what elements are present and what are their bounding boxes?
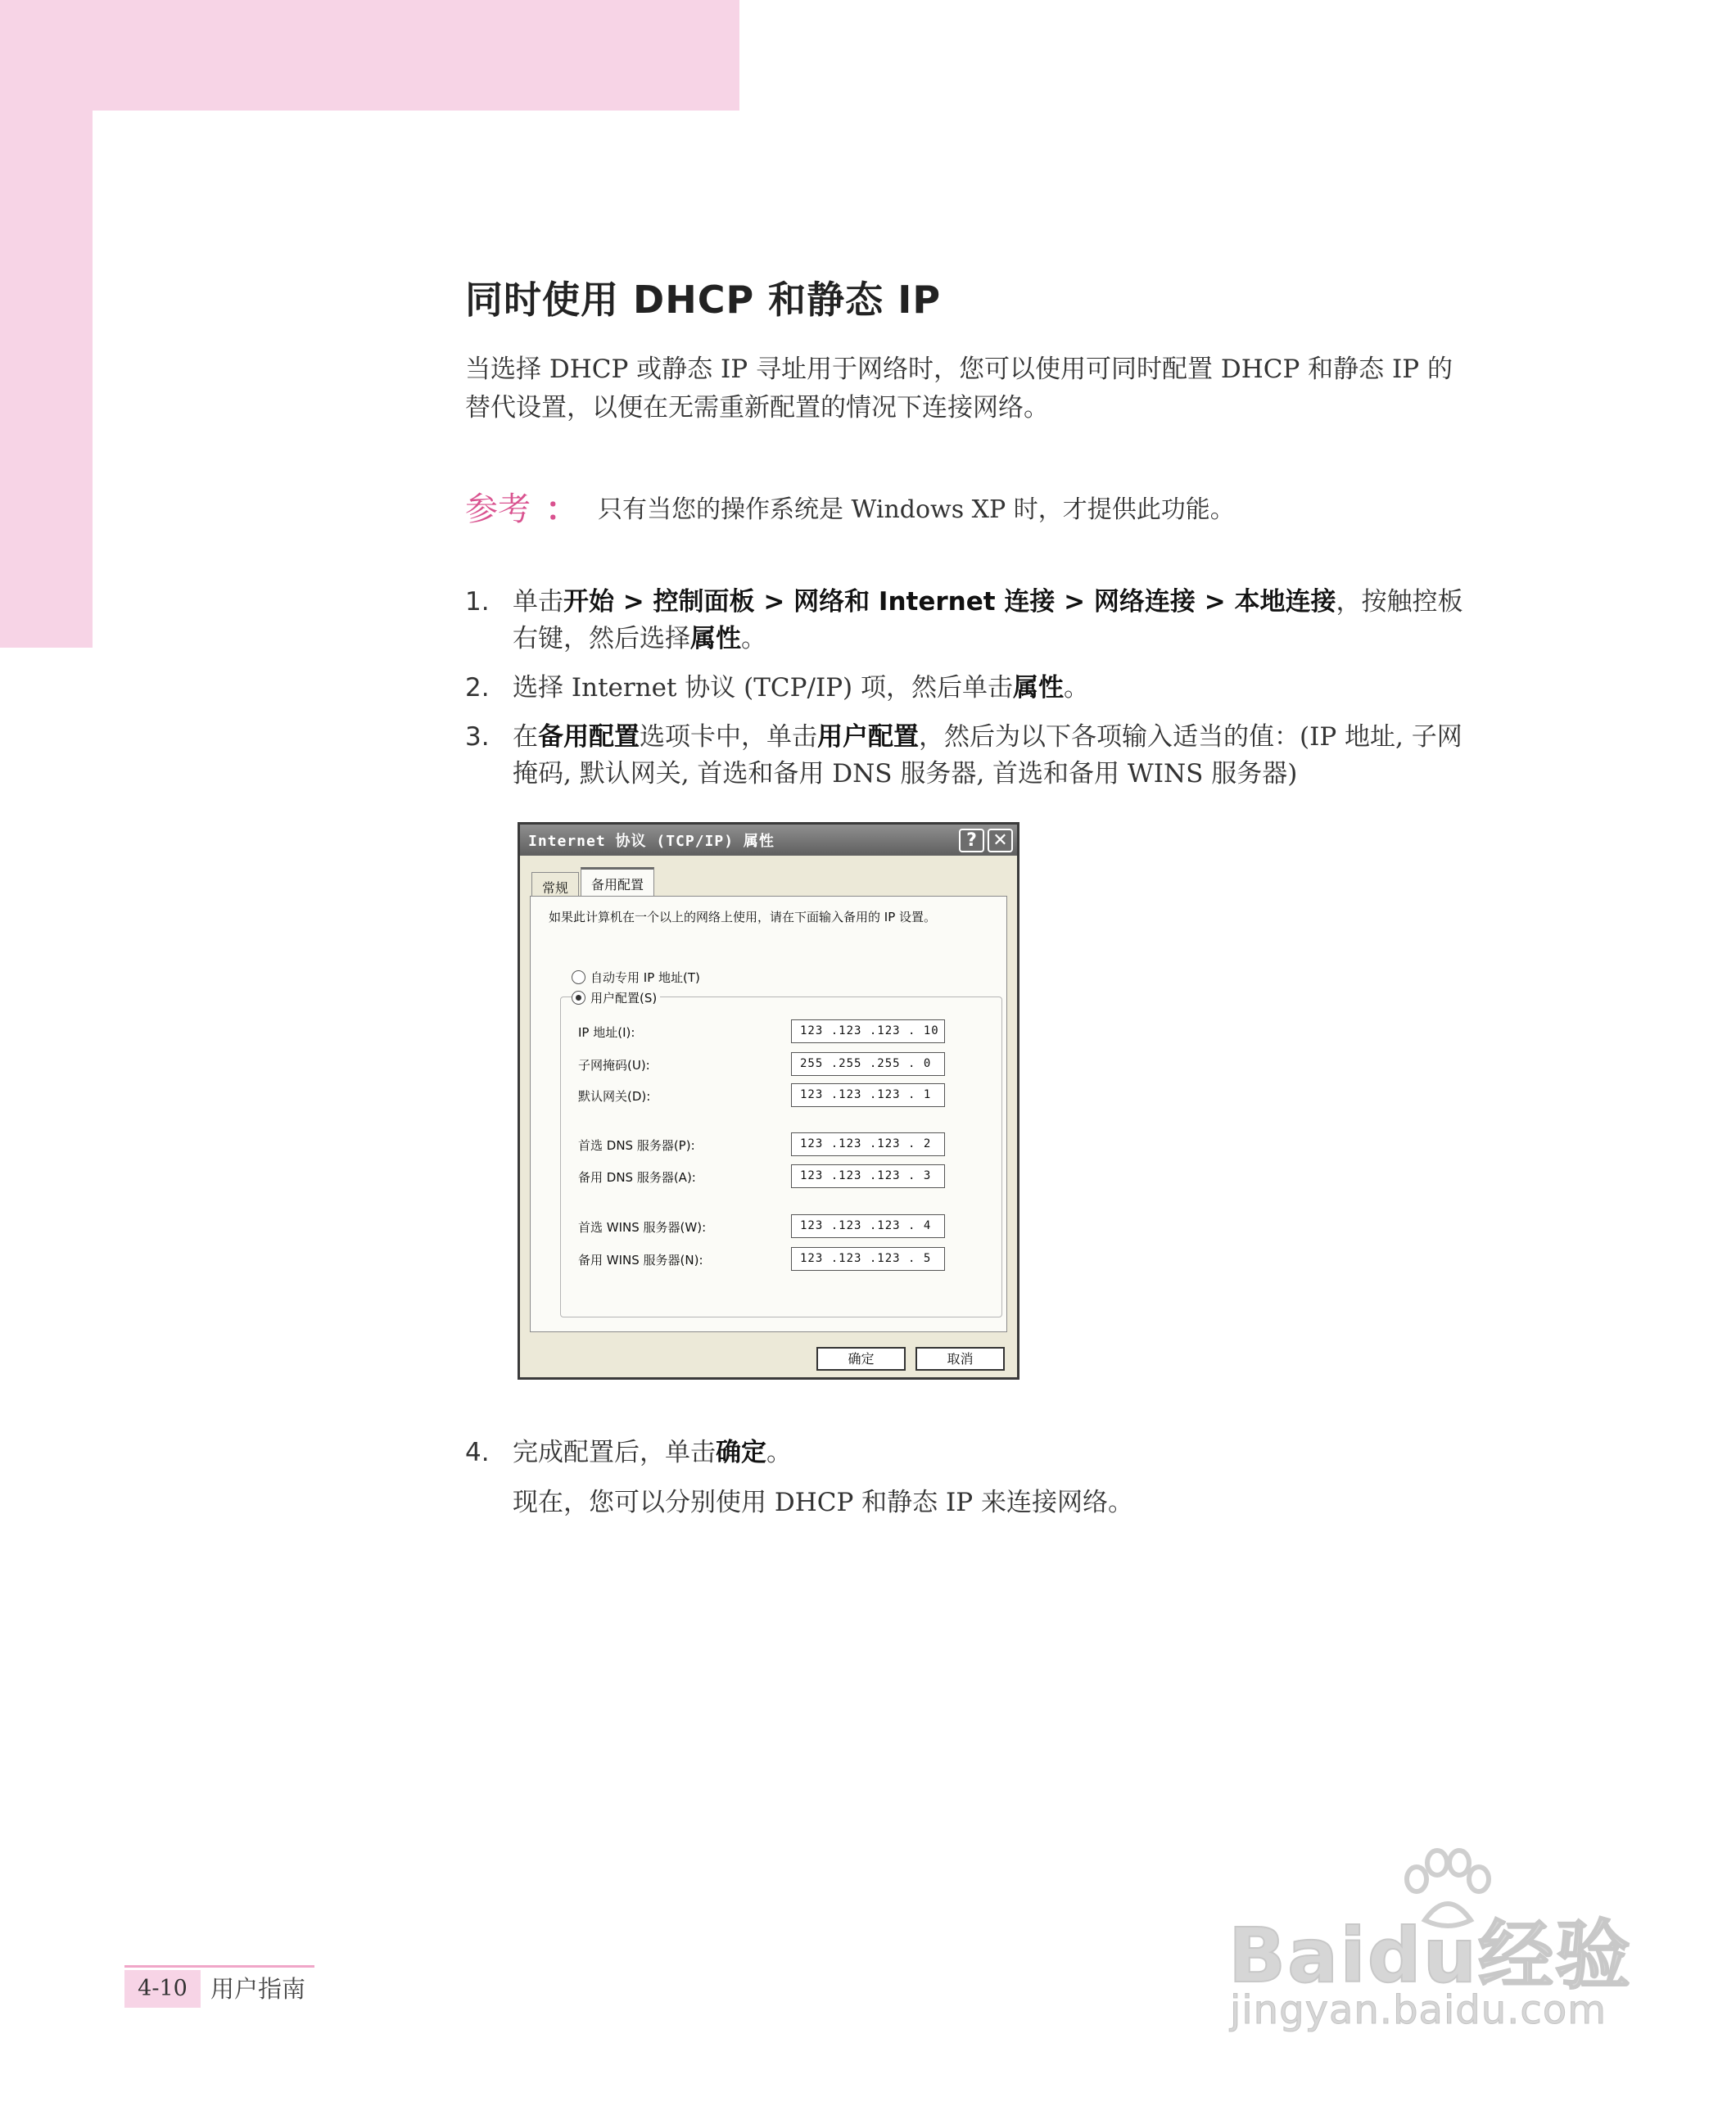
step-text: 。: [741, 624, 766, 653]
step-bold: 开始 > 控制面板 > 网络和 Internet 连接 > 网络连接 > 本地连接: [563, 587, 1336, 617]
preferred-dns-label: 首选 DNS 服务器(P):: [578, 1138, 695, 1153]
step-number: 3.: [465, 722, 490, 752]
step-text: 在: [513, 722, 538, 752]
alternate-dns-input[interactable]: 123 .123 .123 . 3: [791, 1164, 945, 1188]
alternate-wins-label: 备用 WINS 服务器(N):: [578, 1253, 703, 1268]
intro-paragraph: 当选择 DHCP 或静态 IP 寻址用于网络时，您可以使用可同时配置 DHCP 和静态 IP 的替代设置，以便在无需重新配置的情况下连接网络。: [465, 355, 1453, 423]
watermark-brand: Baidu经验: [1228, 1912, 1633, 2000]
preferred-wins-label: 首选 WINS 服务器(W):: [578, 1220, 707, 1235]
step-text: 选项卡中，单击: [640, 722, 817, 752]
steps-list: [465, 584, 1472, 793]
step-text: 选择 Internet 协议 (TCP/IP) 项，然后单击: [513, 673, 1014, 703]
help-button[interactable]: ?: [959, 829, 984, 852]
alternate-wins-input[interactable]: 123 .123 .123 . 5: [791, 1247, 945, 1271]
alternate-dns-label: 备用 DNS 服务器(A):: [578, 1170, 696, 1185]
radio-auto-row[interactable]: [572, 969, 700, 986]
tab-alternate-config[interactable]: 备用配置: [581, 867, 654, 897]
ip-address-label: IP 地址(I):: [578, 1025, 635, 1040]
default-gateway-label: 默认网关(D):: [578, 1089, 651, 1104]
close-button[interactable]: ✕: [988, 829, 1013, 852]
watermark-url: jingyan.baidu.com: [1230, 1987, 1607, 2033]
tab-general[interactable]: 常规: [531, 872, 579, 897]
note-box: [465, 483, 1472, 530]
baidu-watermark: [1228, 1846, 1654, 2043]
footer-title: 用户指南: [210, 1975, 306, 2003]
step-bold: 备用配置: [538, 722, 640, 752]
step-bold: 用户配置: [817, 722, 919, 752]
radio-user-row[interactable]: [572, 989, 660, 1006]
dialog-title: Internet 协议 (TCP/IP) 属性: [528, 833, 775, 850]
step-text: ，按触控板右键，然后选择: [513, 587, 1463, 653]
tcpip-properties-dialog: [518, 822, 1019, 1380]
step-text: 完成配置后，单击: [513, 1438, 716, 1467]
ip-address-input[interactable]: 123 .123 .123 . 10: [791, 1019, 945, 1043]
preferred-dns-input[interactable]: 123 .123 .123 . 2: [791, 1132, 945, 1156]
cancel-button[interactable]: 取消: [915, 1347, 1005, 1371]
step-text: ，然后为以下各项输入适当的值：(IP 地址, 子网掩码, 默认网关, 首选和备用 DNS 服务器, 首选和备用 WINS 服务器): [513, 722, 1462, 789]
subnet-mask-label: 子网掩码(U):: [578, 1058, 650, 1073]
pink-corner-side: [0, 111, 93, 648]
main-content: [465, 270, 1472, 805]
step-bold: 属性: [690, 624, 741, 653]
step-text: 。: [766, 1438, 792, 1467]
default-gateway-input[interactable]: 123 .123 .123 . 1: [791, 1083, 945, 1107]
step-4: [465, 1435, 1472, 1471]
result-text: 现在，您可以分别使用 DHCP 和静态 IP 来连接网络。: [513, 1488, 1133, 1517]
step-2: [465, 670, 1472, 707]
step-bold: 属性: [1013, 673, 1065, 703]
ok-button[interactable]: 确定: [816, 1347, 906, 1371]
panel-description: 如果此计算机在一个以上的网络上使用，请在下面输入备用的 IP 设置。: [549, 910, 937, 924]
radio-auto-private-ip[interactable]: [572, 970, 585, 984]
step-text: 。: [1064, 673, 1090, 703]
step-number: 4.: [465, 1438, 490, 1467]
radio-user-config[interactable]: [572, 991, 585, 1005]
preferred-wins-input[interactable]: 123 .123 .123 . 4: [791, 1214, 945, 1238]
step-number: 2.: [465, 673, 490, 703]
step-3: [465, 719, 1472, 793]
footer-divider: [124, 1965, 314, 1968]
subnet-mask-input[interactable]: 255 .255 .255 . 0: [791, 1052, 945, 1076]
dialog-tabs: [531, 865, 656, 897]
page-number: 4-10: [124, 1970, 201, 2008]
note-text: 只有当您的操作系统是 Windows XP 时，才提供此功能。: [598, 495, 1235, 524]
note-colon: ：: [545, 490, 578, 528]
radio-user-label: 用户配置(S): [590, 991, 658, 1006]
step-text: 单击: [513, 587, 563, 617]
dialog-titlebar[interactable]: [520, 825, 1017, 856]
pink-corner-top: [0, 0, 739, 111]
note-label: 参考: [465, 490, 531, 528]
step-number: 1.: [465, 587, 490, 617]
radio-auto-label: 自动专用 IP 地址(T): [590, 970, 700, 985]
step-bold: 确定: [716, 1438, 766, 1467]
step-4-block: [465, 1435, 1472, 1521]
step-1: [465, 584, 1472, 658]
tab-panel: [530, 896, 1007, 1332]
section-title: 同时使用 DHCP 和静态 IP: [465, 278, 942, 322]
